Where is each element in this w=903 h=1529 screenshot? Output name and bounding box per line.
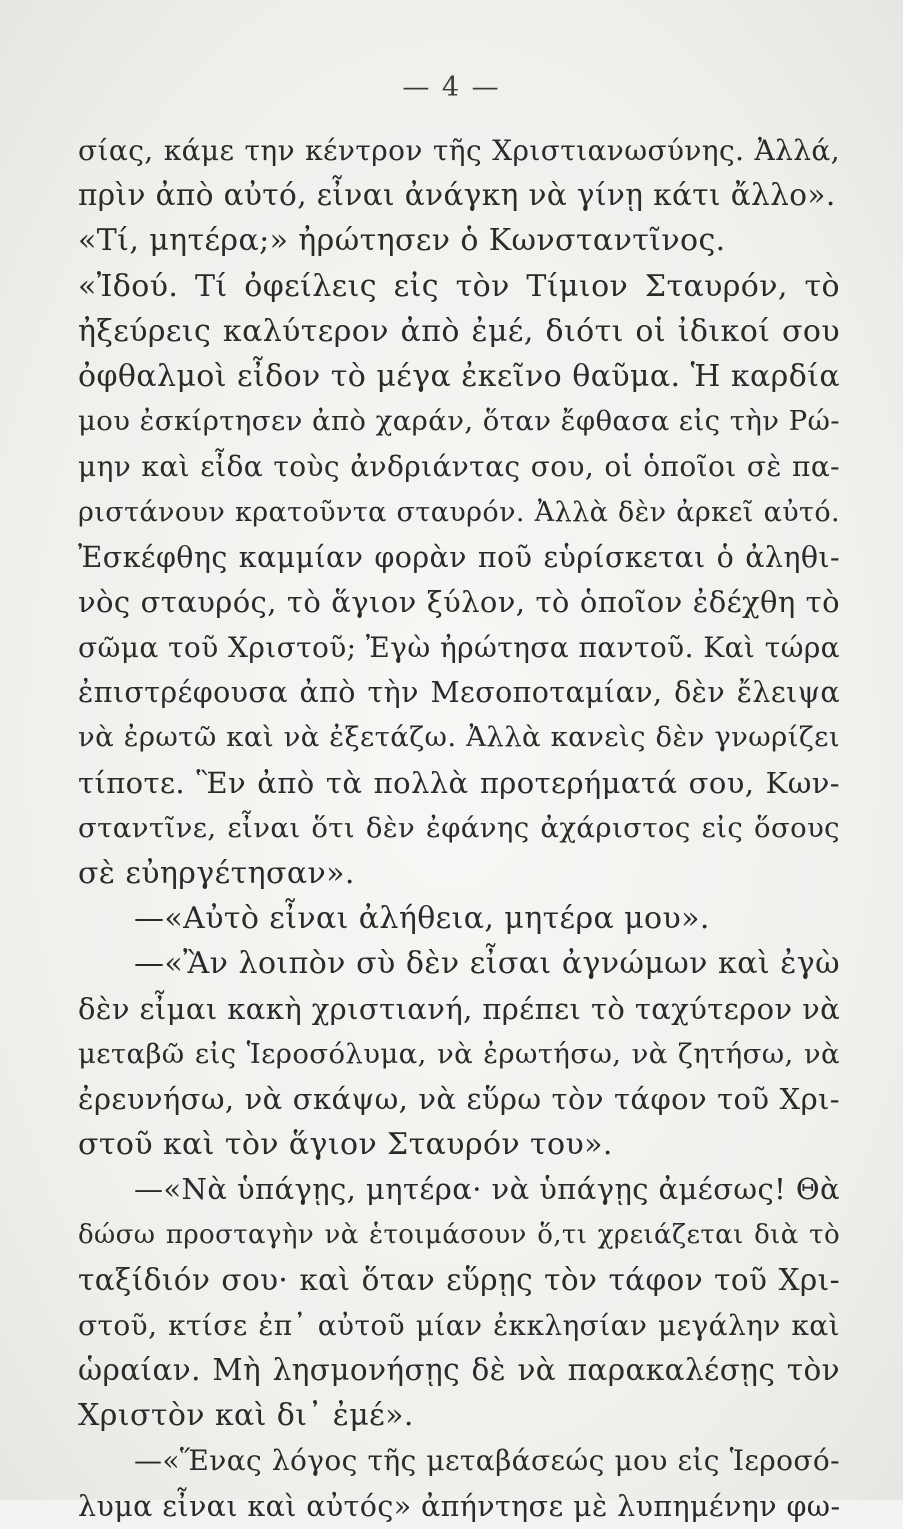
text-line: στοῦ καὶ τὸν ἅγιον Σταυρόν του». [78, 1127, 613, 1163]
text-line: ὀφθαλμοὶ εἶδον τὸ μέγα ἐκεῖνο θαῦμα. Ἡ καρδία [78, 358, 840, 394]
text-line: «Ἰδού. Τί ὀφείλεις εἰς τὸν Τίμιον Σταυρόν, τὸ [78, 268, 840, 304]
text-line: ἠξεύρεις καλύτερον ἀπὸ ἐμέ, διότι οἱ ἰδικοί σου [78, 313, 840, 349]
text-line: Χριστὸν καὶ δι᾽ ἐμέ». [78, 1398, 414, 1434]
text-line: τίποτε. Ἓν ἀπὸ τὰ πολλὰ προτερήματά σου, Κων- [78, 765, 840, 800]
text-line: —«Ἕνας λόγος τῆς μεταβάσεώς μου εἰς Ἱεροσό- [134, 1444, 840, 1478]
text-line: δὲν εἶμαι κακὴ χριστιανή, πρέπει τὸ ταχύτερον νὰ [78, 991, 840, 1026]
text-line: σῶμα τοῦ Χριστοῦ; Ἐγὼ ἠρώτησα παντοῦ. Καὶ τώρα [78, 631, 840, 665]
text-line: δώσω προσταγὴν νὰ ἑτοιμάσουν ὅ,τι χρειάζεται διὰ τὸ [78, 1219, 840, 1250]
text-line: —«Ἂν λοιπὸν σὺ δὲν εἶσαι ἀγνώμων καὶ ἐγὼ [134, 946, 840, 982]
text-line: πρὶν ἀπὸ αὐτό, εἶναι ἀνάγκη νὰ γίνῃ κάτι ἄλλο». [78, 178, 836, 213]
body-text [78, 128, 840, 1529]
text-line: νὸς σταυρός, τὸ ἅγιον ξύλον, τὸ ὁποῖον ἐδέχθη τὸ [78, 584, 840, 619]
text-line: —«Αὐτὸ εἶναι ἀλήθεια, μητέρα μου». [134, 901, 710, 937]
text-line: Ἐσκέφθης καμμίαν φορὰν ποῦ εὑρίσκεται ὁ ἀληθι- [78, 540, 840, 574]
text-line: στοῦ, κτίσε ἐπ᾽ αὐτοῦ μίαν ἐκκλησίαν μεγάλην καὶ [78, 1308, 840, 1342]
text-line: σὲ εὐηργέτησαν». [78, 856, 355, 891]
text-line: —«Νὰ ὑπάγῃς, μητέρα· νὰ ὑπάγῃς ἀμέσως! Θὰ [134, 1172, 840, 1207]
text-line: ἐρευνήσω, νὰ σκάψω, νὰ εὕρω τὸν τάφον τοῦ Χρι- [78, 1081, 840, 1116]
text-line: μεταβῶ εἰς Ἱεροσόλυμα, νὰ ἐρωτήσω, νὰ ζητήσω, νὰ [78, 1037, 840, 1070]
text-line: ἐπιστρέφουσα ἀπὸ τὴν Μεσοποταμίαν, δὲν ἔλειψα [78, 676, 840, 710]
text-line: σταντῖνε, εἶναι ὅτι δὲν ἐφάνης ἀχάριστος εἰς ὅσους [78, 811, 840, 844]
text-line: ταξίδιόν σου· καὶ ὅταν εὕρῃς τὸν τάφον τοῦ Χρι- [78, 1262, 840, 1297]
text-line: ὡραίαν. Μὴ λησμονήσῃς δὲ νὰ παρακαλέσῃς τὸν [78, 1353, 840, 1388]
text-line: νὰ ἐρωτῶ καὶ νὰ ἐξετάζω. Ἀλλὰ κανεὶς δὲν γνωρίζει [78, 721, 840, 754]
text-line: σίας, κάμε την κέντρον τῆς Χριστιανωσύνης. Ἀλλά, [78, 134, 840, 167]
text-line: μου ἐσκίρτησεν ἀπὸ χαράν, ὅταν ἔφθασα εἰς τὴν Ρώ- [78, 405, 840, 438]
text-line: «Τί, μητέρα;» ἠρώτησεν ὁ Κωνσταντῖνος. [78, 223, 726, 259]
text-line: ριστάνουν κρατοῦντα σταυρόν. Ἀλλὰ δὲν ἀρκεῖ αὐτό. [78, 496, 840, 528]
page-number: — 4 — [402, 72, 501, 103]
text-line: μην καὶ εἶδα τοὺς ἀνδριάντας σου, οἱ ὁποῖοι σὲ πα- [78, 450, 840, 484]
text-line: λυμα εἶναι καὶ αὐτός» ἀπήντησε μὲ λυπημένην φω- [78, 1489, 840, 1523]
